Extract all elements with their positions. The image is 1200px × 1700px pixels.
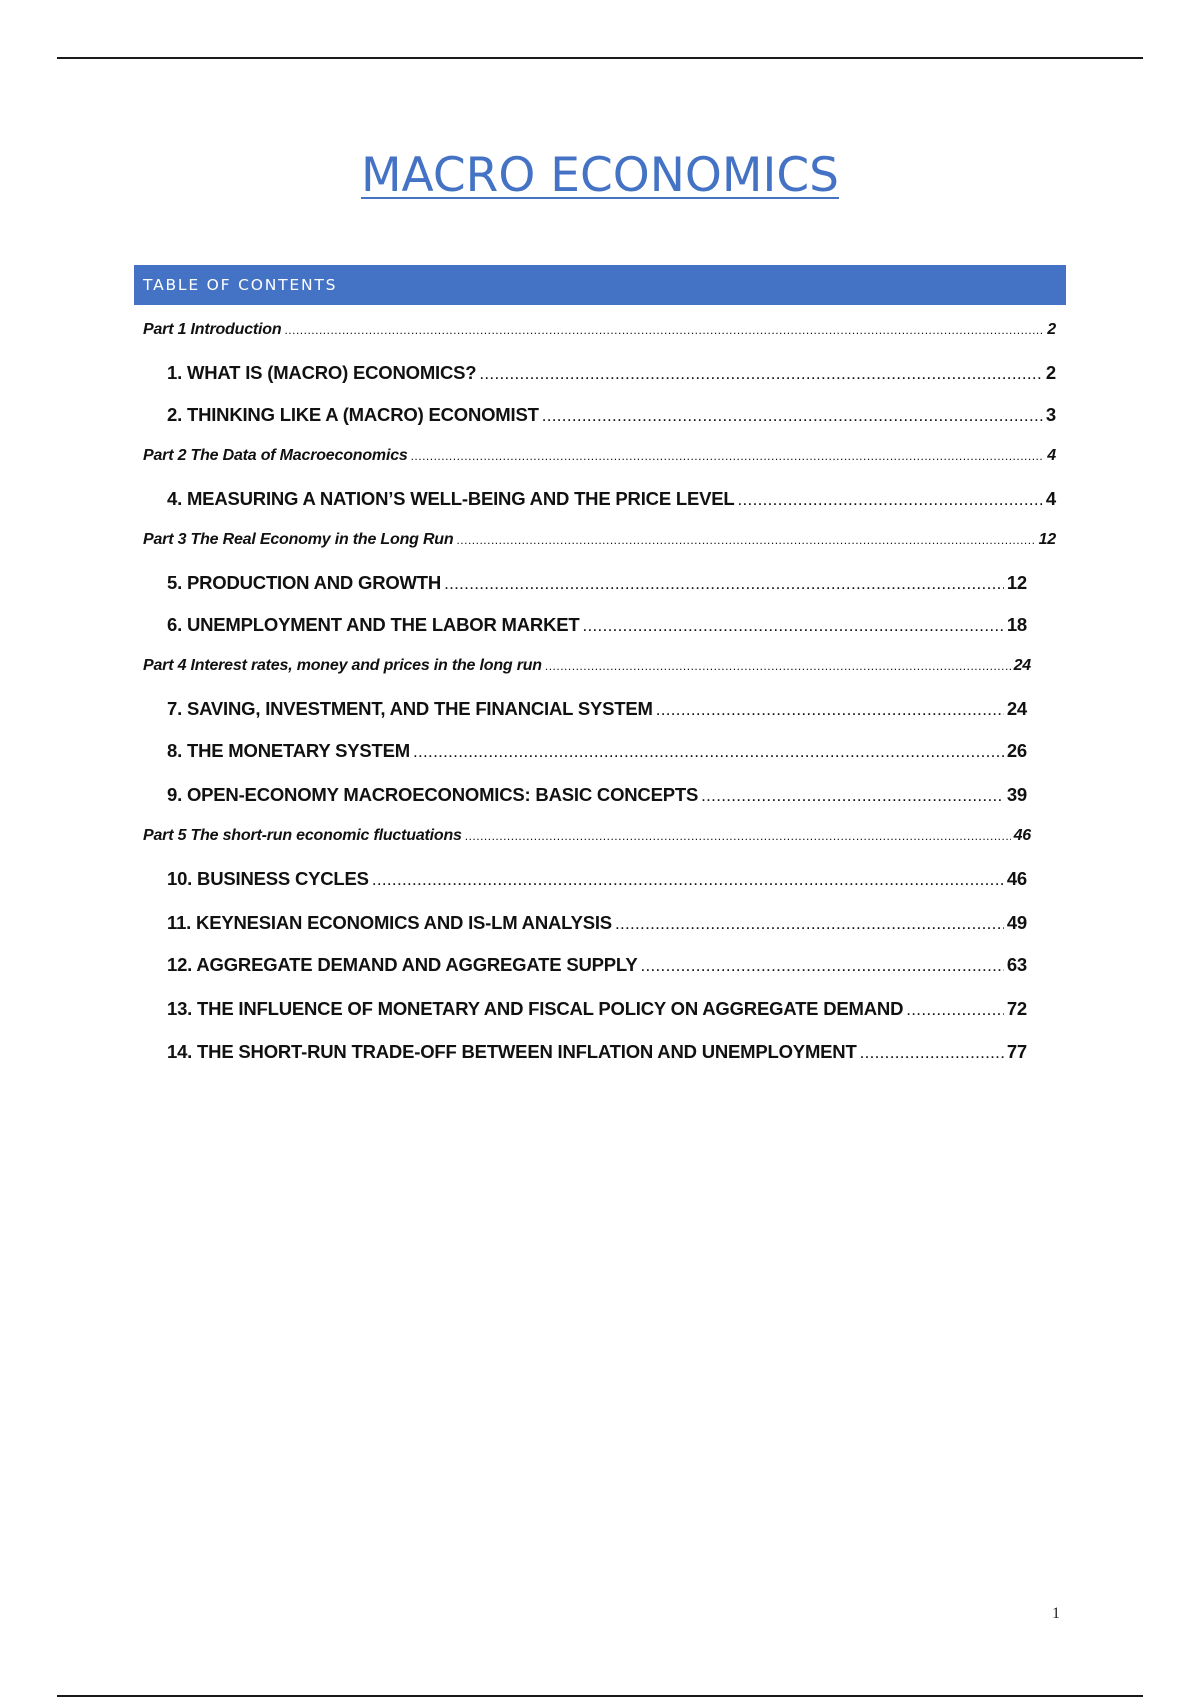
toc-leader-dots	[444, 574, 1004, 594]
toc-entry-page: 12	[1038, 531, 1056, 548]
toc-entry-chapter-1[interactable]	[167, 362, 1056, 384]
toc-entry-chapter-7[interactable]	[167, 698, 1027, 720]
toc-entry-part-1[interactable]	[143, 321, 1056, 339]
toc-entry-chapter-8[interactable]	[167, 740, 1027, 762]
toc-entry-title: Part 2 The Data of Macroeconomics	[143, 447, 408, 464]
toc-leader-dots	[542, 406, 1043, 426]
toc-entry-title: 2. THINKING LIKE A (MACRO) ECONOMIST	[167, 404, 539, 425]
toc-entry-part-2[interactable]	[143, 447, 1056, 465]
toc-entry-chapter-9[interactable]	[167, 784, 1027, 806]
toc-leader-dots	[372, 870, 1004, 890]
toc-leader-dots	[738, 490, 1043, 510]
toc-heading-bar	[134, 265, 1066, 305]
toc-entry-title: 8. THE MONETARY SYSTEM	[167, 740, 410, 761]
toc-entry-title: 10. BUSINESS CYCLES	[167, 868, 369, 889]
toc-leader-dots	[701, 786, 1004, 806]
toc-entry-chapter-12[interactable]	[167, 954, 1027, 976]
toc-entry-page: 26	[1006, 740, 1027, 761]
toc-entry-title: Part 5 The short-run economic fluctuations	[143, 827, 462, 844]
toc-entry-title: Part 1 Introduction	[143, 321, 282, 338]
toc-entry-title: 14. THE SHORT-RUN TRADE-OFF BETWEEN INFLATION AND UNEMPLOYMENT	[167, 1041, 857, 1062]
toc-leader-dots	[860, 1043, 1004, 1063]
toc-entry-chapter-10[interactable]	[167, 868, 1027, 890]
document-title	[0, 148, 1200, 204]
toc-entry-part-3[interactable]	[143, 531, 1056, 549]
toc-entry-title: Part 4 Interest rates, money and prices in the long run	[143, 657, 542, 674]
toc-entry-title: 9. OPEN-ECONOMY MACROECONOMICS: BASIC CONCEPTS	[167, 784, 699, 805]
toc-entry-title: 7. SAVING, INVESTMENT, AND THE FINANCIAL SYSTEM	[167, 698, 653, 719]
toc-entry-page: 24	[1013, 657, 1031, 674]
toc-entry-page: 3	[1045, 404, 1056, 425]
page-top-rule	[57, 57, 1143, 59]
toc-entry-page: 4	[1045, 488, 1056, 509]
toc-entry-page: 77	[1006, 1041, 1027, 1062]
toc-entry-title: 1. WHAT IS (MACRO) ECONOMICS?	[167, 362, 477, 383]
toc-leader-dots	[479, 364, 1043, 384]
toc-entry-page: 18	[1006, 614, 1027, 635]
document-title-text: MACRO ECONOMICS	[360, 148, 839, 203]
toc-leader-dots	[615, 914, 1004, 934]
toc-entry-page: 12	[1006, 572, 1027, 593]
toc-leader-dots	[582, 616, 1003, 636]
toc-entry-title: 11. KEYNESIAN ECONOMICS AND IS-LM ANALYSIS	[167, 912, 612, 933]
toc-entry-page: 46	[1013, 827, 1031, 844]
toc-leader-dots	[656, 700, 1004, 720]
toc-leader-dots	[413, 742, 1004, 762]
page-bottom-rule	[57, 1695, 1143, 1697]
toc-entry-title: 12. AGGREGATE DEMAND AND AGGREGATE SUPPLY	[167, 954, 638, 975]
toc-entry-chapter-5[interactable]	[167, 572, 1027, 594]
toc-entry-title: 4. MEASURING A NATION’S WELL-BEING AND THE PRICE LEVEL	[167, 488, 735, 509]
toc-entry-page: 24	[1006, 698, 1027, 719]
toc-entry-page: 72	[1006, 998, 1027, 1019]
page-number: 1	[1052, 1605, 1060, 1622]
toc-leader-dots	[465, 829, 1011, 843]
toc-leader-dots	[456, 533, 1035, 547]
toc-entry-page: 39	[1006, 784, 1027, 805]
toc-entry-part-5[interactable]	[143, 827, 1031, 845]
toc-entry-title: Part 3 The Real Economy in the Long Run	[143, 531, 454, 548]
toc-entry-title: 5. PRODUCTION AND GROWTH	[167, 572, 442, 593]
toc-leader-dots	[906, 1000, 1004, 1020]
toc-entry-chapter-14[interactable]	[167, 1041, 1027, 1063]
toc-entry-chapter-6[interactable]	[167, 614, 1027, 636]
toc-entry-page: 49	[1006, 912, 1027, 933]
toc-heading: TABLE OF CONTENTS	[143, 276, 338, 294]
toc-entry-page: 4	[1047, 447, 1056, 464]
toc-entry-page: 63	[1006, 954, 1027, 975]
toc-entry-title: 6. UNEMPLOYMENT AND THE LABOR MARKET	[167, 614, 580, 635]
toc-entry-page: 46	[1006, 868, 1027, 889]
toc-leader-dots	[284, 323, 1044, 337]
toc-entry-chapter-4[interactable]	[167, 488, 1056, 510]
toc-entry-part-4[interactable]	[143, 657, 1031, 675]
toc-leader-dots	[411, 449, 1045, 463]
toc-entry-chapter-11[interactable]	[167, 912, 1027, 934]
toc-entry-chapter-2[interactable]	[167, 404, 1056, 426]
toc-entry-title: 13. THE INFLUENCE OF MONETARY AND FISCAL POLICY ON AGGREGATE DEMAND	[167, 998, 904, 1019]
toc-entry-chapter-13[interactable]	[167, 998, 1027, 1020]
toc-leader-dots	[640, 956, 1003, 976]
toc-leader-dots	[545, 659, 1011, 673]
toc-entry-page: 2	[1047, 321, 1056, 338]
toc-entry-page: 2	[1045, 362, 1056, 383]
